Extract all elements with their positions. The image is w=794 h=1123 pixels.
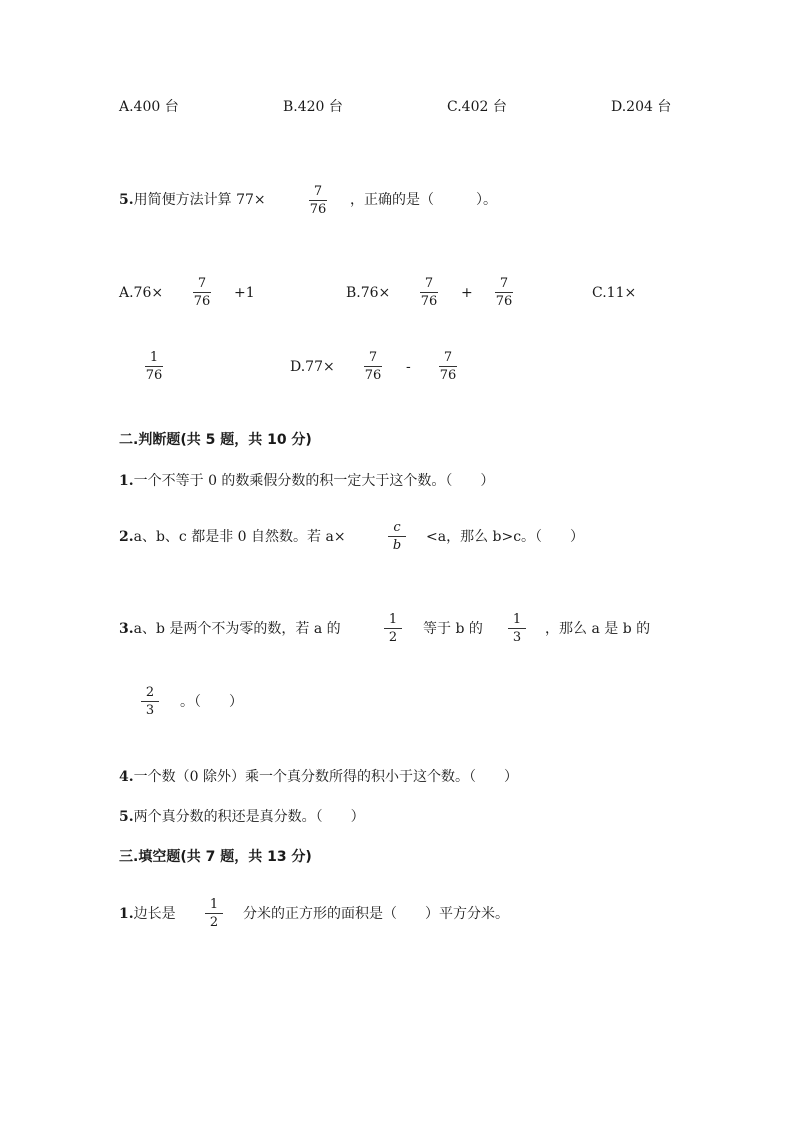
q5-fraction-num: 7 <box>313 184 323 199</box>
q5-option-d-fraction-1 <box>362 350 384 383</box>
fraction-num: 7 <box>197 276 207 291</box>
fraction-num: 1 <box>388 612 398 627</box>
q5-number: 5. <box>119 192 134 208</box>
q5-option-d-fraction-2 <box>437 350 459 383</box>
question-number: 1. <box>119 906 134 922</box>
q5-option-d-minus: - <box>406 359 411 375</box>
q5-stem <box>119 192 266 208</box>
q5-option-d-prefix: D.77× <box>290 359 335 375</box>
section-2-heading: 二.判断题(共 5 题，共 10 分) <box>119 432 312 448</box>
fraction-num: 1 <box>209 897 219 912</box>
q5-option-b-prefix: B.76× <box>346 285 391 301</box>
q4-option-c: C.402 台 <box>447 99 507 115</box>
s2-q2 <box>119 529 346 545</box>
q5-option-c-prefix: C.11× <box>592 285 637 301</box>
fraction-den: 76 <box>439 368 457 383</box>
q5-fraction-den: 76 <box>309 202 327 217</box>
q5-option-b-plus: + <box>461 285 473 301</box>
s2-q3-fraction-3 <box>139 685 161 718</box>
question-text: a、b、c 都是非 0 自然数。若 a× <box>133 529 346 545</box>
fraction-den: 76 <box>495 294 513 309</box>
s2-q3-text-mid: 等于 b 的 <box>423 621 483 637</box>
section-3-heading: 三.填空题(共 7 题，共 13 分) <box>119 849 312 865</box>
q5-option-a-suffix: +1 <box>234 285 255 301</box>
s2-q3-text-after: ，那么 a 是 b 的 <box>545 621 651 637</box>
q5-text-after: ，正确的是（ ）。 <box>350 192 497 208</box>
fraction-den: b <box>392 538 402 553</box>
fraction-den: 2 <box>209 915 219 930</box>
q4-option-b: B.420 台 <box>283 99 343 115</box>
q4-option-a: A.400 台 <box>119 99 179 115</box>
fraction-num: 1 <box>512 612 522 627</box>
s2-q5 <box>119 809 365 825</box>
fraction-den: 76 <box>145 368 163 383</box>
fraction-den: 76 <box>364 368 382 383</box>
fraction-num: 7 <box>443 350 453 365</box>
q5-option-b-fraction-1 <box>418 276 440 309</box>
question-number: 2. <box>119 529 134 545</box>
fraction-num: 7 <box>499 276 509 291</box>
s2-q3-fraction-1 <box>382 612 404 645</box>
s2-q3-fraction-2 <box>506 612 528 645</box>
fraction-den: 3 <box>145 703 155 718</box>
q5-option-a-prefix: A.76× <box>119 285 164 301</box>
s3-q1-fraction <box>203 897 225 930</box>
question-text: 边长是 <box>133 906 176 922</box>
fraction-num: 7 <box>368 350 378 365</box>
s2-q4 <box>119 769 518 785</box>
fraction-den: 2 <box>388 630 398 645</box>
question-text: 两个真分数的积还是真分数。（ ） <box>133 809 365 825</box>
fraction-den: 3 <box>512 630 522 645</box>
q5-fraction <box>307 184 329 217</box>
s3-q1-text-after: 分米的正方形的面积是（ ）平方分米。 <box>243 906 509 922</box>
fraction-num: c <box>393 520 401 535</box>
s2-q2-text-after: <a，那么 b>c。（ ） <box>426 529 585 545</box>
fraction-num: 2 <box>145 685 155 700</box>
question-number: 5. <box>119 809 134 825</box>
fraction-den: 76 <box>193 294 211 309</box>
question-number: 3. <box>119 621 134 637</box>
q4-option-d: D.204 台 <box>611 99 672 115</box>
question-text: 一个数（0 除外）乘一个真分数所得的积小于这个数。（ ） <box>133 769 518 785</box>
q5-option-b-fraction-2 <box>493 276 515 309</box>
question-number: 4. <box>119 769 134 785</box>
fraction-num: 1 <box>149 350 159 365</box>
q5-option-a-fraction <box>191 276 213 309</box>
fraction-num: 7 <box>424 276 434 291</box>
s2-q3 <box>119 621 341 637</box>
q5-option-c-fraction <box>143 350 165 383</box>
s2-q1 <box>119 473 494 489</box>
question-text: a、b 是两个不为零的数，若 a 的 <box>133 621 341 637</box>
s2-q3-text-end: 。（ ） <box>180 694 243 710</box>
s2-q2-fraction <box>386 520 408 553</box>
question-text: 一个不等于 0 的数乘假分数的积一定大于这个数。（ ） <box>133 473 495 489</box>
s3-q1 <box>119 906 176 922</box>
question-number: 1. <box>119 473 134 489</box>
fraction-den: 76 <box>420 294 438 309</box>
q5-text-before: 用简便方法计算 77× <box>133 192 266 208</box>
